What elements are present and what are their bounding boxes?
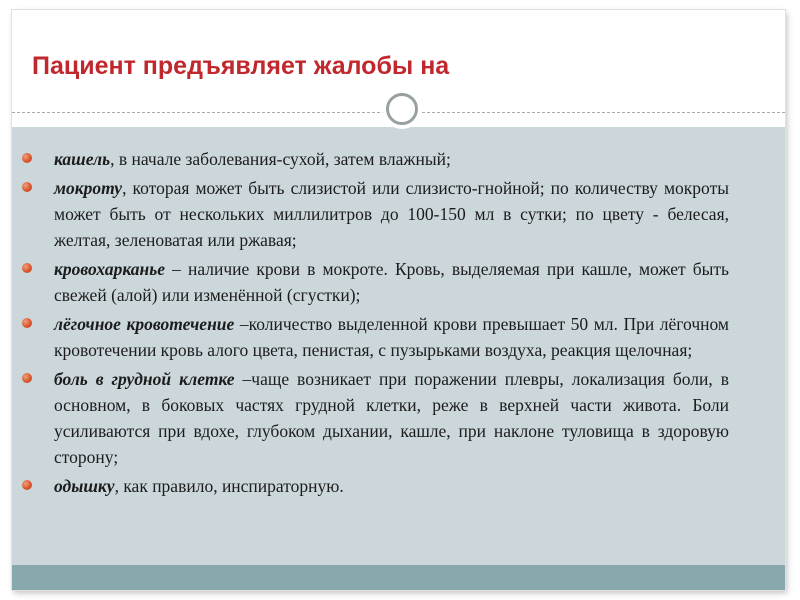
slide-title: Пациент предъявляет жалобы на <box>32 52 450 80</box>
divider-ornament-circle <box>386 93 418 125</box>
complaint-list <box>22 146 729 502</box>
bullet-icon <box>22 480 32 490</box>
item-term: лёгочное кровотечение <box>54 314 235 334</box>
footer-band <box>12 565 785 590</box>
item-term: мокроту <box>54 178 123 198</box>
bullet-icon <box>22 153 32 163</box>
item-text: , как правило, инспираторную. <box>114 476 344 496</box>
bullet-icon <box>22 182 32 192</box>
item-term: одышку <box>54 476 115 496</box>
item-term: кашель <box>54 149 111 169</box>
item-term: кровохарканье <box>54 259 166 279</box>
list-item <box>22 256 729 308</box>
bullet-icon <box>22 318 32 328</box>
bullet-icon <box>22 373 32 383</box>
list-item <box>22 146 729 172</box>
item-term: боль в грудной клетке <box>54 369 235 389</box>
item-text: –количество выделенной крови превышает 50 мл. При лёгочном кровотечении кровь алого цвета, пенистая, с пузырьками воздуха, реакция щелочная; <box>54 314 730 360</box>
item-text: –чаще возникает при поражении плевры, локализация боли, в основном, в боковых частях грудной клетки, реже в верхней части живота. Боли усиливаются при вдохе, глубоком дыхании, кашле, при наклоне туловища в здоровую сторону; <box>54 369 730 467</box>
item-text: , в начале заболевания-сухой, затем влажный; <box>110 149 451 169</box>
list-item <box>22 473 729 499</box>
list-item <box>22 175 729 253</box>
item-text: – наличие крови в мокроте. Кровь, выделяемая при кашле, может быть свежей (алой) или изменённой (сгустки); <box>54 259 729 305</box>
item-text: , которая может быть слизистой или слизисто-гнойной; по количеству мокроты может быть от нескольких миллилитров до 100-150 мл в сутки; по цвету - белесая, желтая, зеленоватая или ржавая; <box>54 178 729 250</box>
list-item <box>22 366 729 470</box>
list-item <box>22 311 729 363</box>
bullet-icon <box>22 263 32 273</box>
